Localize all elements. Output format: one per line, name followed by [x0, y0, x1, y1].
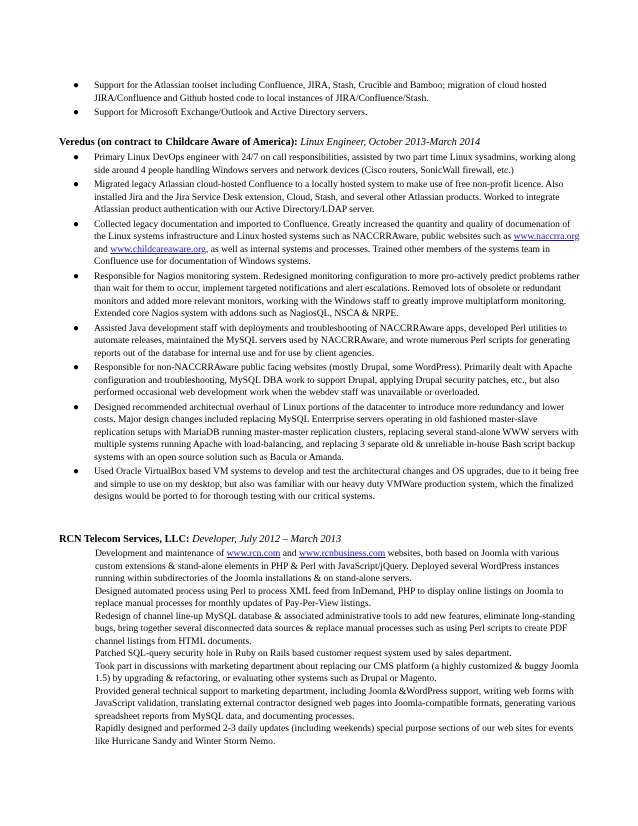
list-item: ● Primary Linux DevOps engineer with 24/7 on call responsibilities, assisted by two part time Linux sysadmins, working along side around 4 people handling Windows servers and network devices (Cisco routers, SonicWall firewall, etc.) [94, 152, 580, 177]
bullet-icon: ● [72, 362, 80, 373]
list-item: Development and maintenance of www.rcn.com and www.rcnbusiness.com websites, both based on Joomla with various custom extensions & stand-alone elements in PHP & Perl with JavaScript/jQuery. Deployed several WordPress instances running within subdirectories of the Joomla installations & on stand-alone servers. [95, 548, 560, 584]
rcn-link[interactable]: www.rcn.com [226, 548, 281, 559]
list-item: ● Support for the Atlassian toolset including Confluence, JIRA, Stash, Crucible and Bamboo; migration of cloud hosted JIRA/Confluence and Github hosted code to local instances of JIRA/Confluence/Stash. [94, 80, 574, 105]
childcareaware-link[interactable]: www.childcareaware.org [110, 243, 206, 255]
list-item: Provided general technical support to marketing department, including Joomla &WordPress support, writing web forms with JavaScript validation, translating external contractor designed web pages into Joomla-compatible formats, generating various spreadsheet reports from MySQL data, and documenting processes. [95, 685, 576, 722]
job-header-veredus [59, 136, 480, 149]
company-name: RCN Telecom Services, LLC: [59, 534, 190, 545]
bullet-icon: ● [72, 152, 80, 163]
job-role: Developer, July 2012 – March 2013 [192, 534, 342, 545]
list-item: Redesign of channel line-up MySQL database & associated administrative tools to add new features, eliminate long-standing bugs, bring together several disconnected data sources & replace manual processes such as using Perl scripts to create PDF channel listings from HTML documents. [95, 610, 575, 647]
bullet-icon: ● [72, 107, 80, 118]
job-header-rcn [59, 533, 341, 546]
bullet-icon: ● [72, 401, 80, 413]
list-item: Rapidly designed and performed 2-3 daily updates (including weekends) special purpose sections of our web sites for events like Hurricane Sandy and Winter Storm Nemo. [95, 723, 574, 747]
bullet-icon: ● [72, 218, 80, 230]
list-item: ● Migrated legacy Atlassian cloud-hosted Confluence to a locally hosted system to make use of free non-profit licence. Also installed Jira and the Jira Service Desk extension, Cloud, Stash, and several other Atlassian products. Worked to integrate Atlassian product authentication with our Active Directory/LDAP server. [94, 179, 580, 217]
naccrra-link[interactable]: www.naccrra.org [513, 231, 580, 242]
company-name: Veredus (on contract to Childcare Aware of America): [59, 137, 298, 148]
bullet-icon: ● [72, 322, 80, 334]
bullet-icon: ● [72, 466, 80, 477]
list-item: Took part in discussions with marketing department about replacing our CMS platform (a highly customized & buggy Joomla 1.5) by upgrading & refactoring, or evaluating other systems such as Drupal or Magento. [95, 660, 579, 684]
list-item: ● Assisted Java development staff with deployments and troubleshooting of NACCRRAware apps, developed Perl utilities to automate releases, maintained the MySQL servers used by NACCRRAware, and wrote numerous Perl scripts for generating reports out of the database for internal use and for use by client agencies. [94, 323, 580, 361]
rcn-bullet-list [0, 548, 638, 748]
bullet-icon: ● [72, 270, 80, 282]
rcnbusiness-link[interactable]: www.rcnbusiness.com [299, 548, 386, 559]
list-item: ● Responsible for non-NACCRRAware public facing websites (mostly Drupal, some WordPress). Primarily dealt with Apache configuration and troubleshooting, MySQL DBA work to support Drupal, applying Drupal security patches, etc., but also performed occasional web development work when the webdev staff was unavailable or overloaded. [94, 362, 580, 400]
job-role: Linux Engineer, October 2013-March 2014 [300, 137, 481, 148]
list-item: ● Responsible for Nagios monitoring system. Redesigned monitoring configuration to more pro-actively predict problems rather than wait for them to occur, implement targeted notifications and alert escalations. Removed lots of obsolete or redundant monitors and added more relevant monitors, working with the Windows staff to greatly improve multiplatform monitoring. Extended core Nagios system with addons such as NagiosQL, NSCA & NRPE. [94, 271, 580, 321]
list-item: ● Designed recommended architectual overhaul of Linux portions of the datacenter to introduce more redundancy and lower costs. Major design changes included replacing MySQL Enterrprise servers operating in old fashioned master-slave replication setups with MariaDB running master-master replication clusters, replacing several stand-alone WWW servers with multiple systems running Apache with load-balancing, and replacing 3 separate old & unreliable in-house Bash script backup systems with an open source solution such as Bacula or Amanda. [94, 402, 580, 465]
list-item: ● Used Oracle VirtualBox based VM systems to develop and test the architectural changes and OS upgrades, due to it being free and simple to use on my desktop, but also was familiar with our heavy duty VMWare production system, which the finalized designs would be ported to for thorough testing with our critical systems. [94, 466, 580, 504]
list-item: ● Support for Microsoft Exchange/Outlook and Active Directory servers. [94, 107, 574, 120]
veredus-bullet-list [0, 152, 638, 504]
list-item: ● Collected legacy documentation and imported to Confluence. Greatly increased the quantity and quality of documenation of the Linux systems infrastructure and Linux hosted systems such as NACCRRAware, public websites such as www.naccrra.org and www.childcareaware.org, as well as internal systems and processes. Trained other members of the systems team in Confluence use for documentation of Windows systems. [94, 219, 580, 269]
bullet-icon: ● [72, 80, 80, 91]
list-item: Patched SQL-query security hole in Ruby on Rails based customer request system used by sales department. [95, 648, 512, 659]
list-item: Designed automated process using Perl to process XML feed from InDemand, PHP to display online listings on Joomla to replace manual processes for monthly updates of Pay-Per-View listings. [95, 585, 564, 609]
bullet-icon: ● [72, 179, 80, 190]
top-bullet-list [0, 80, 638, 120]
